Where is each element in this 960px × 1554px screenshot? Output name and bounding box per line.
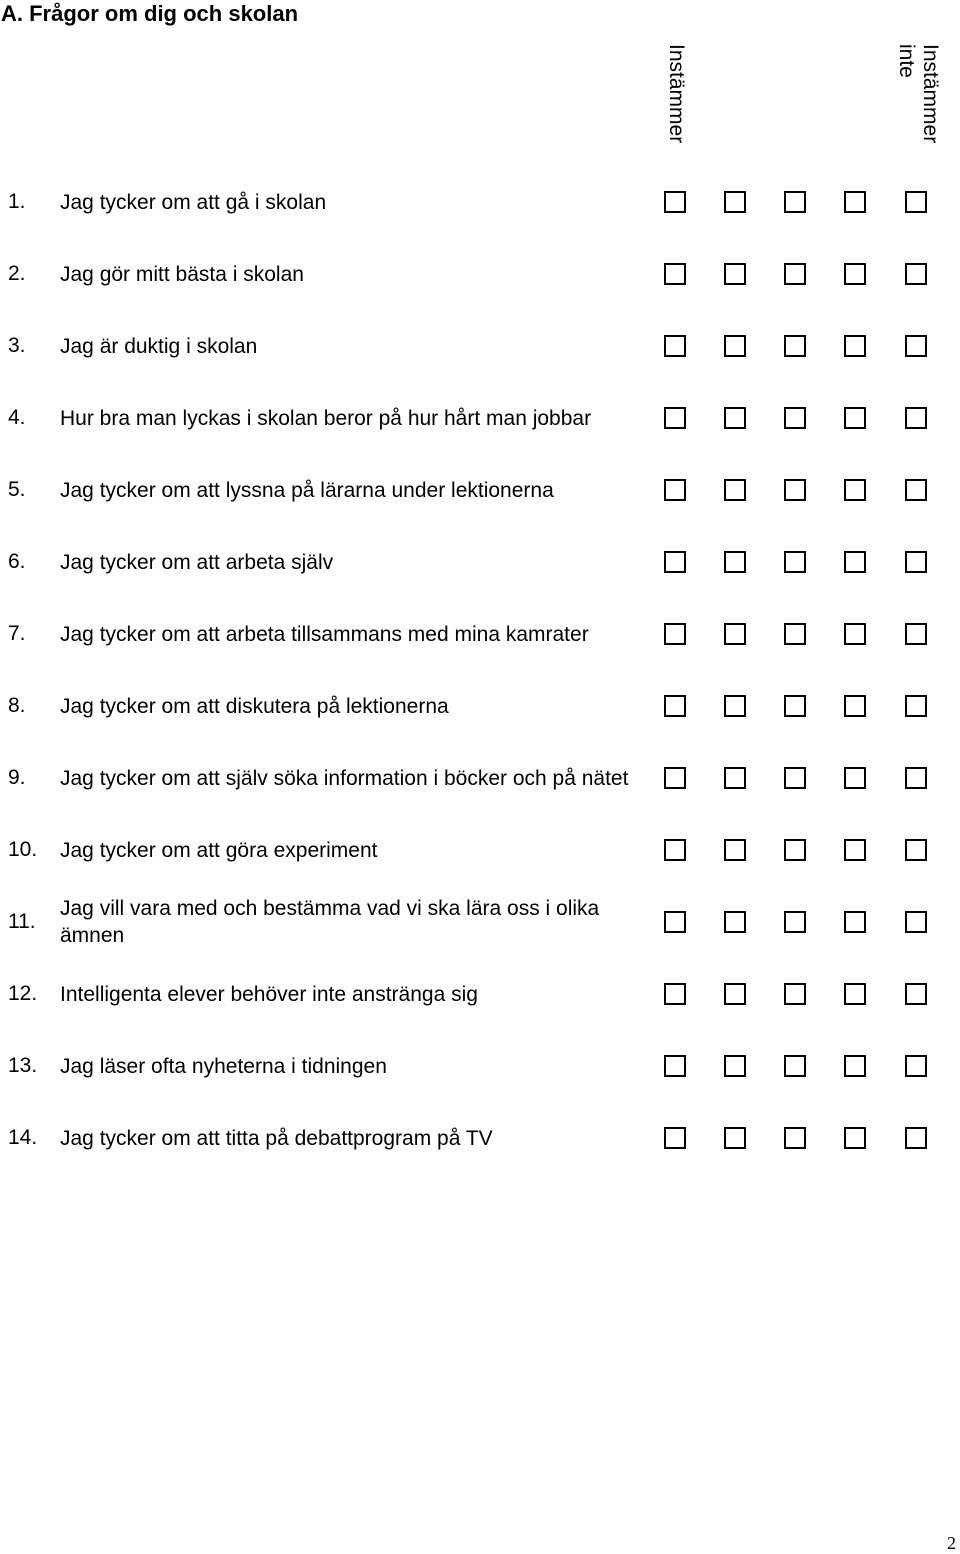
question-number: 1. [8,190,26,213]
response-checkbox-3[interactable] [784,263,806,285]
response-checkbox-4[interactable] [844,263,866,285]
response-checkbox-5[interactable] [905,191,927,213]
response-checkbox-3[interactable] [784,623,806,645]
question-text: Jag tycker om att själv söka information i böcker och på nätet [60,766,629,790]
response-checkbox-1[interactable] [664,1055,686,1077]
response-checkbox-1[interactable] [664,191,686,213]
response-checkbox-5[interactable] [905,551,927,573]
question-text: Intelligenta elever behöver inte anstränga sig [60,982,478,1006]
response-checkbox-2[interactable] [724,695,746,717]
question-number: 3. [8,334,26,357]
scale-header-disagree: Instämmer inte [895,44,942,144]
question-row [0,1030,960,1102]
question-number: 11. [8,910,36,933]
response-checkbox-4[interactable] [844,551,866,573]
response-checkbox-5[interactable] [905,335,927,357]
response-checkbox-4[interactable] [844,695,866,717]
question-number: 12. [8,982,38,1005]
response-checkbox-3[interactable] [784,407,806,429]
question-number: 14. [8,1126,38,1149]
response-checkbox-1[interactable] [664,839,686,861]
question-row [0,238,960,310]
response-checkbox-4[interactable] [844,1127,866,1149]
response-checkbox-4[interactable] [844,191,866,213]
response-checkbox-4[interactable] [844,407,866,429]
response-checkbox-5[interactable] [905,479,927,501]
response-checkbox-5[interactable] [905,407,927,429]
response-checkbox-3[interactable] [784,479,806,501]
response-checkbox-5[interactable] [905,911,927,933]
response-checkbox-1[interactable] [664,479,686,501]
response-checkbox-1[interactable] [664,695,686,717]
question-text: Jag vill vara med och bestämma vad vi ska lära oss i olika ämnen [60,897,600,947]
response-checkbox-2[interactable] [724,911,746,933]
response-checkbox-3[interactable] [784,911,806,933]
response-checkbox-4[interactable] [844,839,866,861]
page-number: 2 [947,1533,956,1553]
response-checkbox-3[interactable] [784,767,806,789]
question-number: 9. [8,766,26,789]
question-row [0,526,960,598]
question-number: 5. [8,478,26,501]
response-checkbox-5[interactable] [905,839,927,861]
response-checkbox-4[interactable] [844,767,866,789]
response-checkbox-1[interactable] [664,623,686,645]
response-checkbox-4[interactable] [844,1055,866,1077]
question-row [0,454,960,526]
response-checkbox-5[interactable] [905,1055,927,1077]
response-checkbox-2[interactable] [724,983,746,1005]
response-checkbox-2[interactable] [724,1127,746,1149]
response-checkbox-5[interactable] [905,983,927,1005]
question-number: 10. [8,838,38,861]
response-checkbox-5[interactable] [905,767,927,789]
question-text: Jag läser ofta nyheterna i tidningen [60,1054,387,1078]
response-checkbox-2[interactable] [724,551,746,573]
question-text: Hur bra man lyckas i skolan beror på hur hårt man jobbar [60,406,592,430]
section-title: A. Frågor om dig och skolan [1,1,299,26]
response-checkbox-2[interactable] [724,1055,746,1077]
response-checkbox-4[interactable] [844,983,866,1005]
response-checkbox-2[interactable] [724,335,746,357]
question-row [0,814,960,886]
response-checkbox-3[interactable] [784,335,806,357]
question-text: Jag tycker om att arbeta själv [60,550,334,574]
question-text: Jag tycker om att diskutera på lektionerna [60,694,449,718]
question-text: Jag tycker om att titta på debattprogram på TV [60,1126,493,1150]
response-checkbox-4[interactable] [844,479,866,501]
response-checkbox-3[interactable] [784,983,806,1005]
question-number: 8. [8,694,26,717]
response-checkbox-1[interactable] [664,551,686,573]
question-number: 13. [8,1054,38,1077]
response-checkbox-5[interactable] [905,623,927,645]
question-number: 7. [8,622,26,645]
response-checkbox-3[interactable] [784,839,806,861]
response-checkbox-2[interactable] [724,407,746,429]
question-text: Jag tycker om att arbeta tillsammans med mina kamrater [60,622,589,646]
question-row [0,166,960,238]
response-checkbox-4[interactable] [844,623,866,645]
question-number: 4. [8,406,26,429]
response-checkbox-3[interactable] [784,1127,806,1149]
response-checkbox-3[interactable] [784,551,806,573]
response-checkbox-1[interactable] [664,263,686,285]
response-checkbox-5[interactable] [905,695,927,717]
response-checkbox-1[interactable] [664,1127,686,1149]
response-checkbox-3[interactable] [784,1055,806,1077]
response-checkbox-5[interactable] [905,263,927,285]
question-text: Jag tycker om att lyssna på lärarna under lektionerna [60,478,554,502]
question-text: Jag tycker om att göra experiment [60,838,378,862]
question-row [0,886,960,958]
question-row [0,310,960,382]
question-number: 2. [8,262,26,285]
response-checkbox-5[interactable] [905,1127,927,1149]
question-row [0,382,960,454]
response-checkbox-4[interactable] [844,335,866,357]
response-checkbox-3[interactable] [784,191,806,213]
question-text: Jag tycker om att gå i skolan [60,190,327,214]
response-checkbox-2[interactable] [724,479,746,501]
response-checkbox-2[interactable] [724,767,746,789]
question-text: Jag är duktig i skolan [60,334,258,358]
question-row [0,958,960,1030]
response-checkbox-2[interactable] [724,191,746,213]
question-row [0,742,960,814]
response-checkbox-2[interactable] [724,263,746,285]
response-checkbox-4[interactable] [844,911,866,933]
response-checkbox-2[interactable] [724,839,746,861]
question-row [0,1102,960,1174]
question-number: 6. [8,550,26,573]
response-checkbox-2[interactable] [724,623,746,645]
response-checkbox-1[interactable] [664,335,686,357]
response-checkbox-1[interactable] [664,983,686,1005]
scale-header-agree: Instämmer [665,44,688,144]
response-checkbox-1[interactable] [664,767,686,789]
response-checkbox-1[interactable] [664,911,686,933]
question-row [0,670,960,742]
question-text: Jag gör mitt bästa i skolan [60,262,304,286]
question-row [0,598,960,670]
response-checkbox-1[interactable] [664,407,686,429]
response-checkbox-3[interactable] [784,695,806,717]
